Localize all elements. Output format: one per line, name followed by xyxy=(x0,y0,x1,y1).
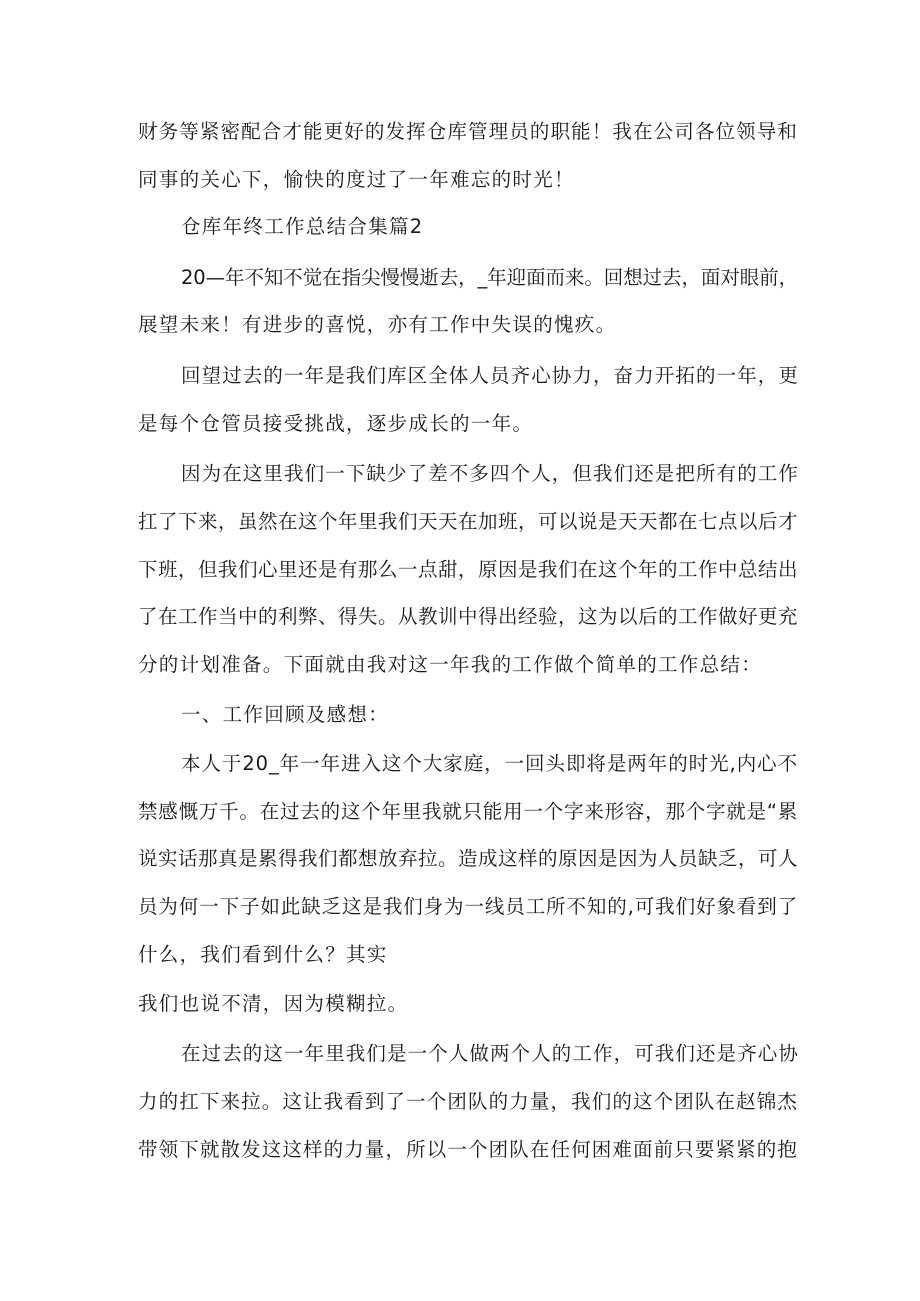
paragraph-line: 下班，但我们心里还是有那么一点甜，原因是我们在这个年的工作中总结出 xyxy=(138,558,799,581)
paragraph-line: 同事的关心下，愉快的度过了一年难忘的时光！ xyxy=(138,168,575,191)
subsection-heading: 一、工作回顾及感想： xyxy=(181,703,390,726)
paragraph-line: 因为在这里我们一下缺少了差不多四个人，但我们还是把所有的工作 xyxy=(181,462,800,485)
paragraph-line: 扛了下来，虽然在这个年里我们天天在加班，可以说是天天都在七点以后才 xyxy=(138,510,799,533)
paragraph-line: 了在工作当中的利弊、得失。从教训中得出经验，这为以后的工作做好更充 xyxy=(138,605,799,628)
paragraph-line: 带领下就散发这这样的力量，所以一个团队在任何困难面前只要紧紧的抱 xyxy=(138,1138,798,1161)
paragraph-line: 展望未来！有进步的喜悦，亦有工作中失误的愧疚。 xyxy=(138,313,617,336)
paragraph-line: 本人于20_年一年进入这个大家庭，一回头即将是两年的时光,内心不 xyxy=(181,752,798,775)
paragraph-line: 什么，我们看到什么？其实 xyxy=(138,943,388,966)
paragraph-line: 禁感慨万千。在过去的这个年里我就只能用一个字来形容，那个字就是“累 xyxy=(138,800,798,823)
paragraph-line: 说实话那真是累得我们都想放弃拉。造成这样的原因是因为人员缺乏，可人 xyxy=(138,847,799,870)
paragraph-line: 是每个仓管员接受挑战，逐步成长的一年。 xyxy=(138,412,534,435)
paragraph-line: 分的计划准备。下面就由我对这一年我的工作做个简单的工作总结： xyxy=(138,653,763,676)
paragraph-line: 20—年不知不觉在指尖慢慢逝去，_年迎面而来。回想过去，面对眼前， xyxy=(181,266,798,289)
paragraph-line: 在过去的这一年里我们是一个人做两个人的工作，可我们还是齐心协 xyxy=(181,1042,800,1065)
paragraph-line: 力的扛下来拉。这让我看到了一个团队的力量，我们的这个团队在赵锦杰 xyxy=(138,1090,798,1113)
paragraph-line: 员为何一下子如此缺乏这是我们身为一线员工所不知的,可我们好象看到了 xyxy=(138,895,798,918)
paragraph-line: 我们也说不清，因为模糊拉。 xyxy=(138,992,409,1015)
section-heading: 仓库年终工作总结合集篇2 xyxy=(181,215,424,238)
paragraph-line: 财务等紧密配合才能更好的发挥仓库管理员的职能！我在公司各位领导和 xyxy=(138,120,798,143)
paragraph-line: 回望过去的一年是我们库区全体人员齐心协力，奋力开拓的一年，更 xyxy=(181,364,800,387)
